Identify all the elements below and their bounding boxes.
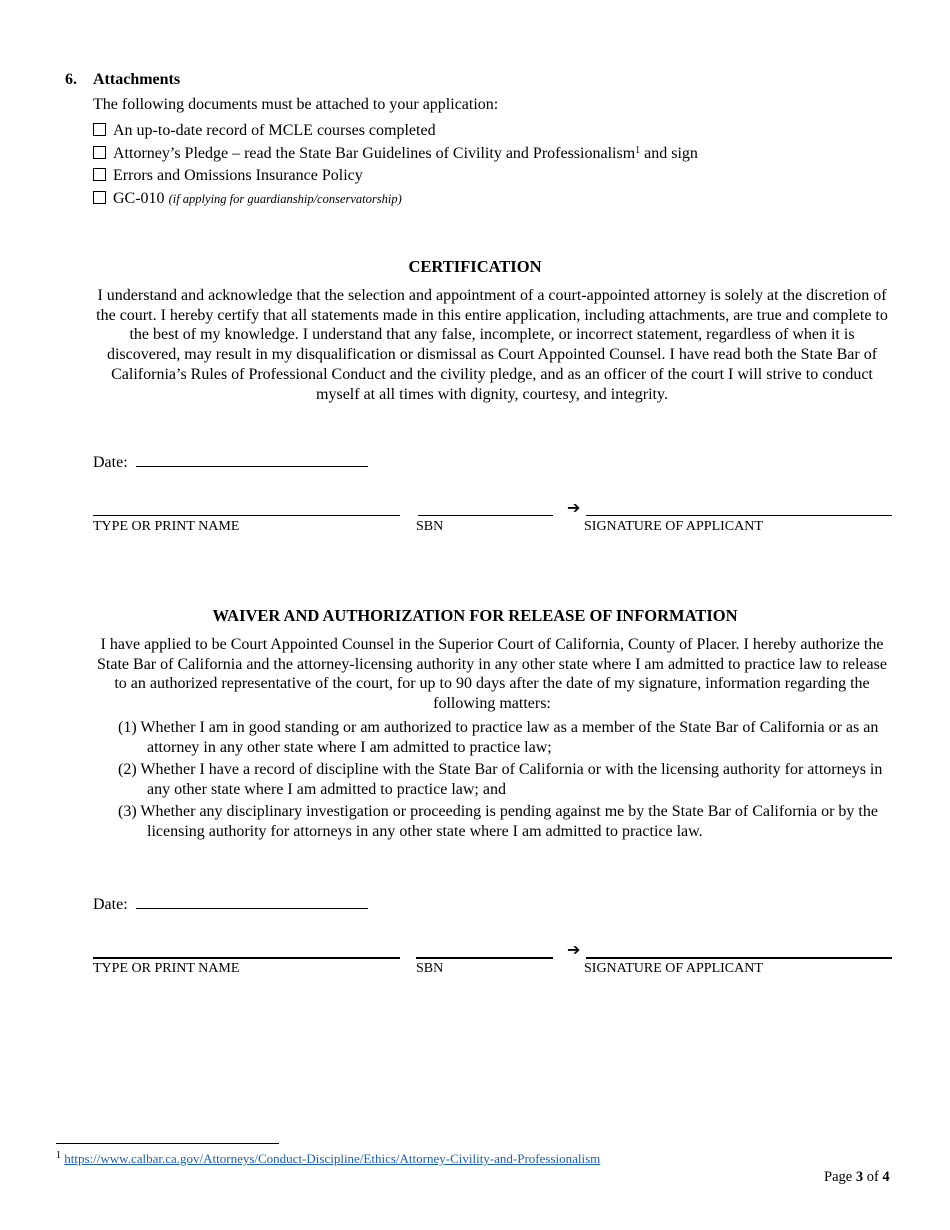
footnote-link[interactable]: https://www.calbar.ca.gov/Attorneys/Conduct-Discipline/Ethics/Attorney-Civility-and-Professionalism: [64, 1151, 601, 1166]
date-row-2: [93, 894, 368, 914]
signature-line[interactable]: [586, 515, 892, 516]
waiver-title: WAIVER AND AUTHORIZATION FOR RELEASE OF INFORMATION: [212, 606, 738, 625]
waiver-matters-list: [118, 718, 907, 844]
certification-title: CERTIFICATION: [408, 257, 542, 276]
checklist-item-mcle: [93, 121, 698, 144]
checklist-item-gc010: [93, 189, 698, 212]
gc010-checkbox[interactable]: [93, 191, 106, 204]
footnote-ref: 1: [635, 144, 641, 156]
mcle-checkbox[interactable]: [93, 123, 106, 136]
section-number: 6.: [65, 71, 77, 88]
pledge-checkbox[interactable]: [93, 146, 106, 159]
name-label: TYPE OR PRINT NAME: [93, 519, 240, 534]
checklist-item-label: GC-010: [113, 189, 165, 207]
date-field[interactable]: [136, 894, 368, 909]
sbn-line[interactable]: [418, 515, 553, 516]
page-number: [824, 1169, 890, 1186]
name-line[interactable]: [93, 957, 400, 959]
list-item: (2) Whether I have a record of discipline with the State Bar of California or with the licensing authority for attorneys in any other state where I am admitted to practice law; and: [118, 760, 883, 798]
footnote: [56, 1151, 600, 1167]
signature-label: SIGNATURE OF APPLICANT: [584, 961, 763, 976]
waiver-body: I have applied to be Court Appointed Counsel in the Superior Court of California, County of Placer. I hereby authorize the State Bar of California and the attorney-licensing authority in any other state where I am admitted to practice law to release to an authorized representative of the court, for up to 90 days after the date of my signature, information regarding the following matters:: [97, 636, 887, 713]
date-label: Date:: [93, 454, 128, 471]
page-current: 3: [855, 1169, 864, 1185]
section-title: Attachments: [93, 71, 181, 88]
checklist-item-note: (if applying for guardianship/conservatorship): [168, 191, 402, 206]
checklist-item-label: Attorney’s Pledge – read the State Bar Guidelines of Civility and Professionalism: [113, 144, 636, 162]
date-row-1: [93, 452, 368, 472]
page-of: of: [863, 1169, 883, 1185]
list-item: (3) Whether any disciplinary investigation or proceeding is pending against me by the State Bar of California or by the licensing authority for attorneys in any other state where I am admitted to practice law.: [118, 802, 878, 840]
sbn-line[interactable]: [416, 957, 553, 959]
certification-body: I understand and acknowledge that the selection and appointment of a court-appointed attorney is solely at the discretion of the court. I hereby certify that all statements made in this entire application, including attachments, are true and complete to the best of my knowledge. I understand that any false, incomplete, or incorrect statement, regardless of when it is discovered, may result in my disqualification or dismissal as Court Appointed Counsel. I have read both the State Bar of California’s Rules of Professional Conduct and the civility pledge, and as an officer of the court I will strive to conduct myself at all times with dignity, courtesy, and integrity.: [96, 287, 888, 403]
footnote-marker: 1: [56, 1150, 61, 1161]
checklist-item-label: Errors and Omissions Insurance Policy: [113, 167, 363, 184]
date-field[interactable]: [136, 452, 368, 467]
signature-label: SIGNATURE OF APPLICANT: [584, 519, 763, 534]
arrow-icon: ➔: [567, 498, 581, 517]
page-total: 4: [882, 1169, 890, 1185]
attachments-intro: The following documents must be attached to your application:: [93, 96, 499, 113]
checklist-item-suffix: and sign: [640, 144, 698, 162]
checklist-item-insurance: [93, 166, 698, 189]
name-line[interactable]: [93, 515, 400, 516]
page-prefix: Page: [824, 1169, 856, 1185]
footnote-rule: [56, 1143, 279, 1144]
insurance-checkbox[interactable]: [93, 168, 106, 181]
date-label: Date:: [93, 896, 128, 913]
sbn-label: SBN: [416, 961, 444, 976]
checklist-item-label: An up-to-date record of MCLE courses completed: [113, 122, 436, 139]
attachments-checklist: [93, 121, 698, 211]
list-item: (1) Whether I am in good standing or am authorized to practice law as a member of the State Bar of California or as an attorney in any other state where I am admitted to practice law;: [118, 719, 879, 756]
checklist-item-pledge: [93, 144, 698, 167]
sbn-label: SBN: [416, 519, 444, 534]
arrow-icon: ➔: [567, 940, 581, 959]
signature-line[interactable]: [586, 957, 892, 959]
name-label: TYPE OR PRINT NAME: [93, 961, 240, 976]
attachments-heading: [65, 71, 180, 89]
